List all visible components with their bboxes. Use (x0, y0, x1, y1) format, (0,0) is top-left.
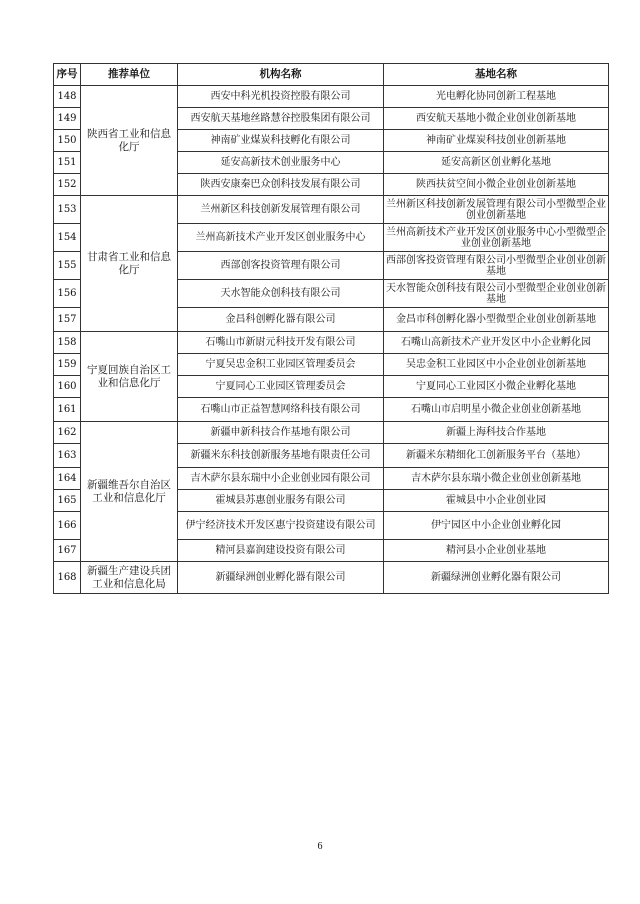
row-no: 166 (54, 512, 81, 540)
org-name: 霍城县苏惠创业服务有限公司 (178, 490, 384, 512)
base-name: 西部创客投资管理有限公司小型微型企业创业创新基地 (384, 252, 609, 280)
header-org: 机构名称 (178, 64, 384, 86)
org-name: 精河县嘉润建设投资有限公司 (178, 540, 384, 562)
incubator-table (53, 63, 609, 594)
row-no: 151 (54, 152, 81, 174)
recommending-unit: 陕西省工业和信息化厅 (81, 86, 178, 196)
row-no: 156 (54, 280, 81, 308)
base-name: 天水智能众创科技有限公司小型微型企业创业创新基地 (384, 280, 609, 308)
org-name: 神南矿业煤炭科技孵化有限公司 (178, 130, 384, 152)
row-no: 158 (54, 332, 81, 354)
table-row (54, 332, 609, 354)
row-no: 168 (54, 562, 81, 594)
base-name: 光电孵化协同创新工程基地 (384, 86, 609, 108)
org-name: 吉木萨尔县东瑞中小企业创业园有限公司 (178, 468, 384, 490)
org-name: 石嘴山市正益智慧网络科技有限公司 (178, 398, 384, 422)
org-name: 西安中科光机投资控股有限公司 (178, 86, 384, 108)
base-name: 石嘴山市启明星小微企业创业创新基地 (384, 398, 609, 422)
base-name: 神南矿业煤炭科技创业创新基地 (384, 130, 609, 152)
row-no: 161 (54, 398, 81, 422)
row-no: 155 (54, 252, 81, 280)
org-name: 延安高新技术创业服务中心 (178, 152, 384, 174)
header-no: 序号 (54, 64, 81, 86)
page-number: 6 (317, 841, 323, 852)
base-name: 吴忠金积工业园区中小企业创业创新基地 (384, 354, 609, 376)
header-base: 基地名称 (384, 64, 609, 86)
row-no: 152 (54, 174, 81, 196)
row-no: 148 (54, 86, 81, 108)
row-no: 163 (54, 444, 81, 468)
row-no: 164 (54, 468, 81, 490)
header-unit: 推荐单位 (81, 64, 178, 86)
base-name: 新疆上海科技合作基地 (384, 422, 609, 444)
table-row (54, 86, 609, 108)
base-name: 兰州高新技术产业开发区创业服务中心小型微型企业创业创新基地 (384, 224, 609, 252)
recommending-unit: 宁夏回族自治区工业和信息化厅 (81, 332, 178, 422)
row-no: 150 (54, 130, 81, 152)
row-no: 149 (54, 108, 81, 130)
row-no: 162 (54, 422, 81, 444)
recommending-unit: 甘肃省工业和信息化厅 (81, 196, 178, 332)
org-name: 天水智能众创科技有限公司 (178, 280, 384, 308)
org-name: 陕西安康秦巴众创科技发展有限公司 (178, 174, 384, 196)
base-name: 金昌市科创孵化器小型微型企业创业创新基地 (384, 308, 609, 332)
base-name: 霍城县中小企业创业园 (384, 490, 609, 512)
base-name: 石嘴山高新技术产业开发区中小企业孵化园 (384, 332, 609, 354)
row-no: 165 (54, 490, 81, 512)
org-name: 宁夏吴忠金积工业园区管理委员会 (178, 354, 384, 376)
row-no: 157 (54, 308, 81, 332)
base-name: 兰州新区科技创新发展管理有限公司小型微型企业创业创新基地 (384, 196, 609, 224)
recommending-unit: 新疆维吾尔自治区工业和信息化厅 (81, 422, 178, 562)
table-row (54, 196, 609, 224)
row-no: 153 (54, 196, 81, 224)
org-name: 新疆申新科技合作基地有限公司 (178, 422, 384, 444)
base-name: 新疆绿洲创业孵化器有限公司 (384, 562, 609, 594)
org-name: 兰州新区科技创新发展管理有限公司 (178, 196, 384, 224)
table-row (54, 422, 609, 444)
row-no: 159 (54, 354, 81, 376)
org-name: 伊宁经济技术开发区惠宁投资建设有限公司 (178, 512, 384, 540)
table-header-row (54, 64, 609, 86)
row-no: 167 (54, 540, 81, 562)
org-name: 西安航天基地丝路慧谷控股集团有限公司 (178, 108, 384, 130)
recommending-unit: 新疆生产建设兵团工业和信息化局 (81, 562, 178, 594)
base-name: 精河县小企业创业基地 (384, 540, 609, 562)
base-name: 新疆米东精细化工创新服务平台（基地） (384, 444, 609, 468)
org-name: 石嘴山市新尉元科技开发有限公司 (178, 332, 384, 354)
org-name: 金昌科创孵化器有限公司 (178, 308, 384, 332)
table-row (54, 562, 609, 594)
row-no: 160 (54, 376, 81, 398)
row-no: 154 (54, 224, 81, 252)
org-name: 新疆绿洲创业孵化器有限公司 (178, 562, 384, 594)
base-name: 陕西扶贫空间小微企业创业创新基地 (384, 174, 609, 196)
base-name: 宁夏同心工业园区小微企业孵化基地 (384, 376, 609, 398)
base-name: 西安航天基地小微企业创业创新基地 (384, 108, 609, 130)
org-name: 新疆米东科技创新服务基地有限责任公司 (178, 444, 384, 468)
base-name: 伊宁园区中小企业创业孵化园 (384, 512, 609, 540)
org-name: 西部创客投资管理有限公司 (178, 252, 384, 280)
base-name: 延安高新区创业孵化基地 (384, 152, 609, 174)
org-name: 兰州高新技术产业开发区创业服务中心 (178, 224, 384, 252)
base-name: 吉木萨尔县东瑞小微企业创业创新基地 (384, 468, 609, 490)
org-name: 宁夏同心工业园区管理委员会 (178, 376, 384, 398)
